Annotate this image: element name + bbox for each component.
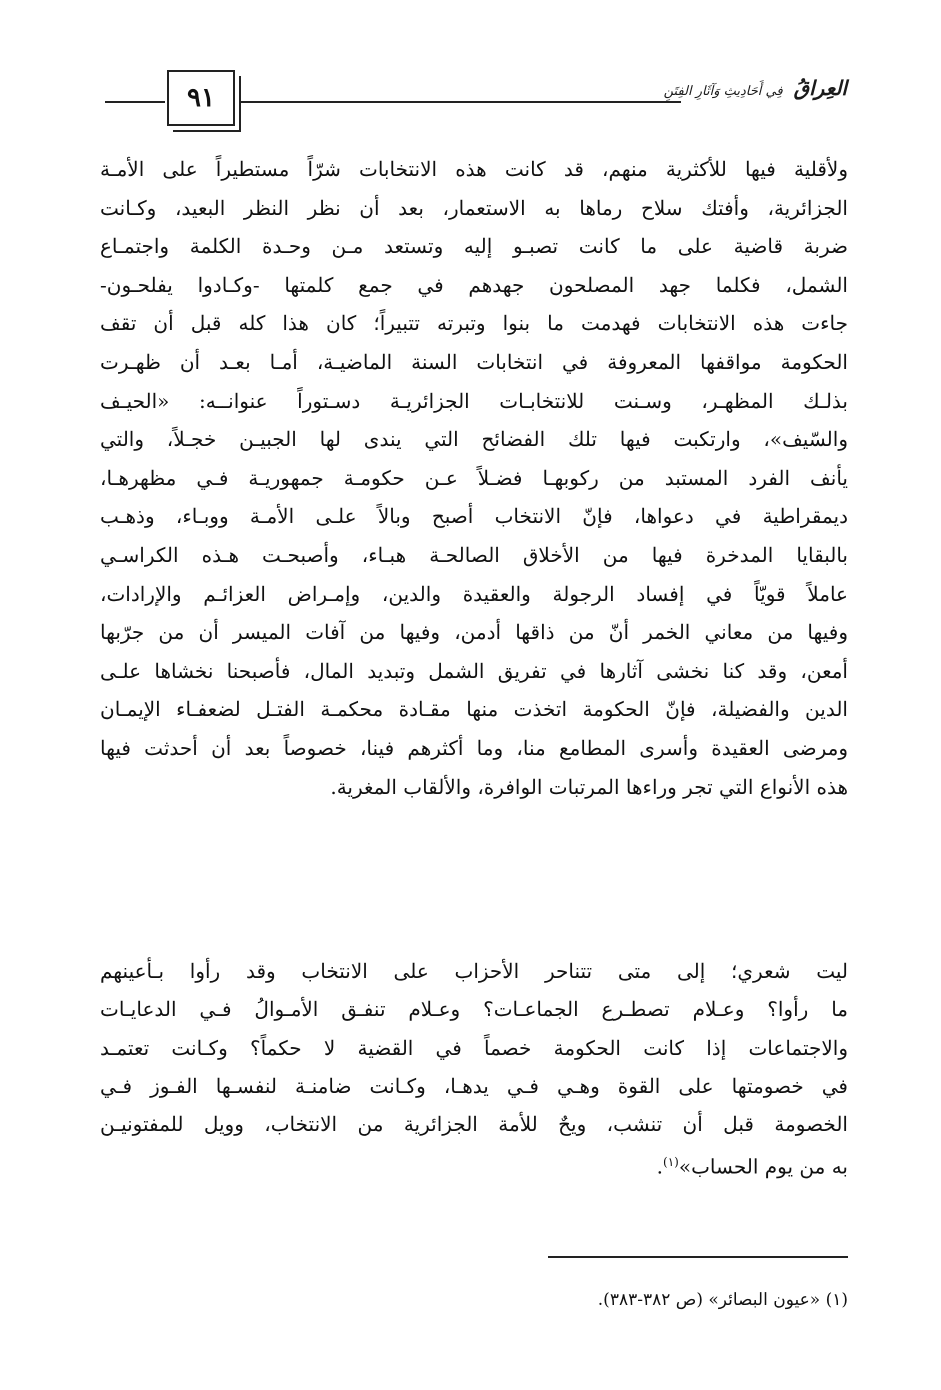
text-line: أمعن، وقد كنا نخشى آثارها في تفريق الشمل وتبديد المال، فأصبحنا نخشاها علـى <box>100 658 848 683</box>
text-line: الشمل، فكلما جهد المصلحون جهدهم في جمع كلمتها -وكـادوا يفلحـون- <box>100 272 848 297</box>
page-header <box>105 70 847 130</box>
page-number: ٩١ <box>167 70 235 126</box>
book-title-logo <box>664 76 847 100</box>
text-line: ما رأوا؟ وعـلام تصطـرع الجماعـات؟ وعـلام تنفـق الأمـوالُ فـي الدعايـات <box>100 997 848 1022</box>
footnote-ref[interactable]: (١) <box>663 1155 679 1170</box>
header-rule-right <box>241 101 681 103</box>
header-rule-left <box>105 101 165 103</box>
text-line: بالبقايا المدخرة فيها من الأخلاق الصالحـة هبـاء، وأصبحـت هـذه الكراسـي <box>100 542 848 567</box>
text-line: هذه الأنواع التي تجر وراءها المرتبات الوافرة، والألقاب المغرية. <box>330 774 848 799</box>
text-line: بذلـك المظهـر، وسـنت للانتخابـات الجزائريـة دسـتوراً عنوانــه: «الحيـف <box>100 388 848 413</box>
book-title: العِراقُ <box>793 76 847 100</box>
text-line: يأنف الفرد المستبد من ركوبهـا فضـلاً عـن حكومـة جمهوريـة فـي مظهرهـا، <box>100 465 848 490</box>
text-line: ليت شعري؛ إلى متى تتناحر الأحزاب على الانتخاب وقد رأوا بـأعينهم <box>100 959 848 983</box>
final-period: . <box>656 1155 664 1180</box>
text-line: ديمقراطية في دعواها، فإنّ الانتخاب أصبح وبالاً علـى الأمـة ووبـاء، وذهـب <box>100 504 848 529</box>
text-line: والاجتماعات إذا كانت الحكومة خصماً في القضية لا حكماً؟ وكـانت تعتمـد <box>100 1035 848 1060</box>
text-line-final <box>100 1143 848 1181</box>
text-line: والسّيف»، وارتكبت فيها تلك الفضائح التي يندى لها الجبيـن خجـلاً، والتي <box>100 427 848 452</box>
book-subtitle: فِي أَحَادِيثِ وَآثَارِ الفِتَنِ <box>663 84 783 99</box>
paragraph-2 <box>100 952 848 1182</box>
footnote: (١) «عيون البصائر» (ص ٣٨٢-٣٨٣). <box>597 1290 848 1310</box>
text-line: الخصومة قبل أن تنشب، ويحٌ للأمة الجزائرية من الانتخاب، وويل للمفتونيـن <box>100 1112 848 1137</box>
text-line: ولأقلية فيها للأكثرية منهم، قد كانت هذه الانتخابات شرّاً مستطيراً على الأمـة <box>100 157 848 181</box>
text-line: في خصومتها على القوة وهـي فـي يدهـا، وكـانت ضامنـة لنفسـها الفـوز فـي <box>100 1073 848 1098</box>
paragraph-1 <box>100 150 848 806</box>
text-line: جاءت هذه الانتخابات فهدمت ما بنوا وتبرته تتبيراً؛ كان هذا كله قبل أن تقف <box>100 311 848 336</box>
text-line: وفيها من معاني الخمر أنّ من ذاقها أدمن، وفيها من آفات الميسر أن من جرّبها <box>100 620 848 645</box>
text-line: ضربة قاضية على ما كانت تصبـو إليه وتستعد مـن وحـدة الكلمة واجتمـاع <box>100 234 848 259</box>
text-line: عاملاً قويّاً في إفساد الرجولة والعقيدة والدين، وإمـراض العزائـم والإرادات، <box>100 581 848 606</box>
text-line: ومرضى العقيدة وأسرى المطامع منا، وما أكثرهم فينا، خصوصاً بعد أن أحدثت فيها <box>100 735 848 760</box>
text-line: الدين والفضيلة، فإنّ الحكومة اتخذت منها مقـادة محكمـة الفتـل لضعفـاء الإيمـان <box>100 697 848 722</box>
text-line: الحكومة مواقفها المعروفة في انتخابات السنة الماضيـة، أمـا بعـد أن ظهـرت <box>100 349 848 374</box>
final-line-text: به من يوم الحساب» <box>678 1155 848 1180</box>
footnote-separator <box>548 1256 848 1258</box>
text-line: الجزائرية، وأفتك سلاح رماها به الاستعمار، بعد أن نظر النظر البعيد، وكـانت <box>100 195 848 220</box>
